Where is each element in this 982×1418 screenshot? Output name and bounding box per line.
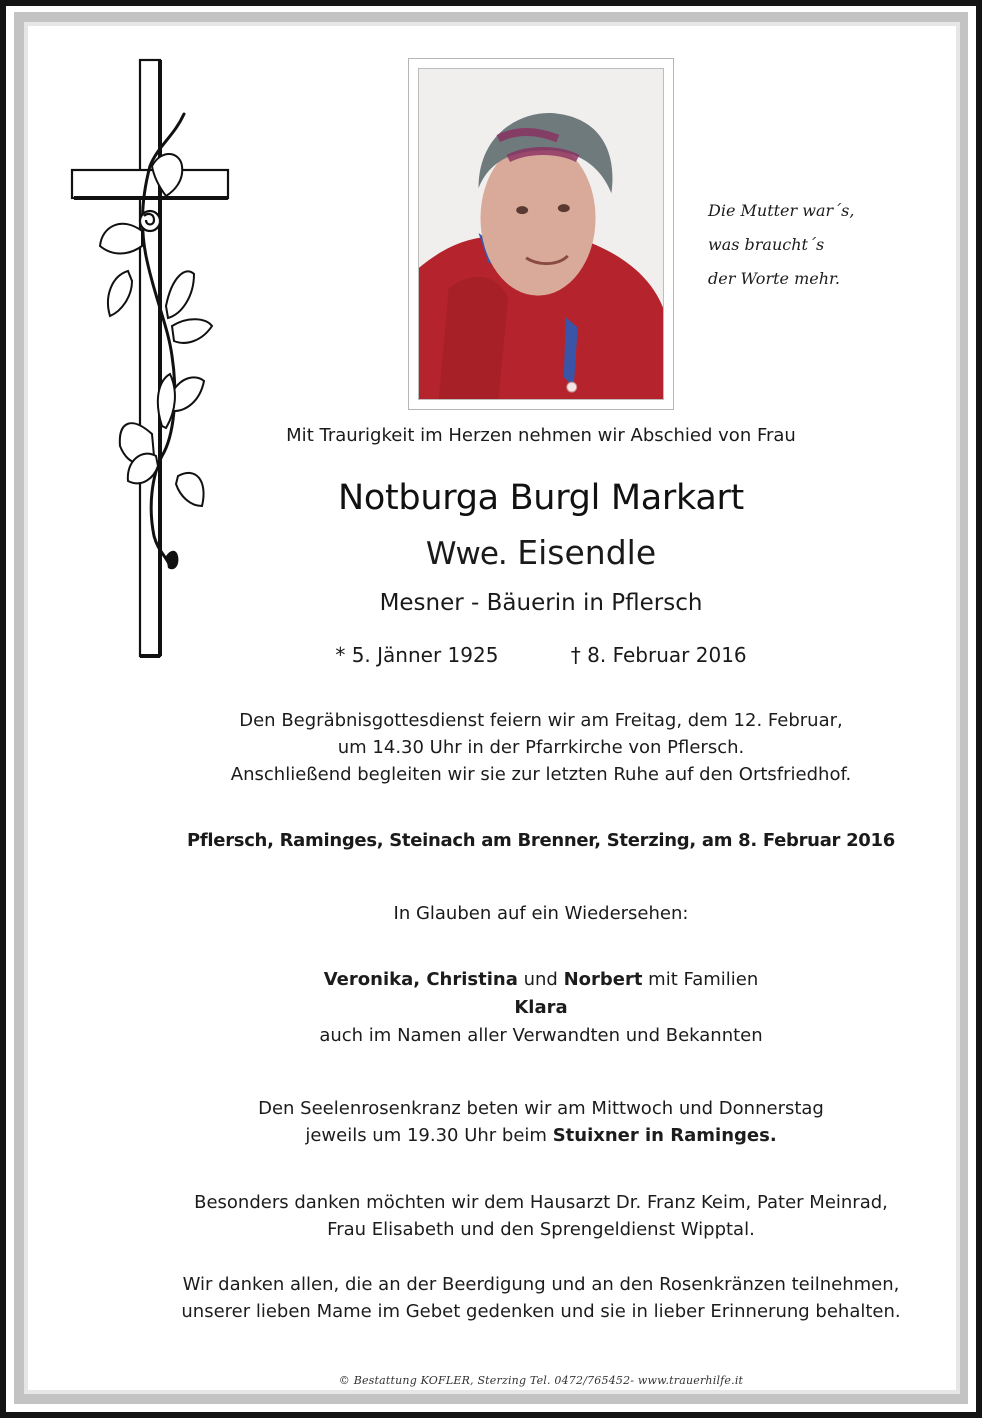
- intro-text: Mit Traurigkeit im Herzen nehmen wir Abschied von Frau: [286, 425, 796, 446]
- quote: [708, 194, 908, 296]
- quote-line: der Worte mehr.: [708, 269, 840, 288]
- place-date: Pflersch, Raminges, Steinach am Brenner, Sterzing, am 8. Februar 2016: [187, 830, 895, 851]
- role-text: Mesner - Bäuerin in Pflersch: [379, 590, 703, 616]
- life-dates: [60, 643, 982, 667]
- widow-prefix: Wwe.: [425, 536, 507, 572]
- general-thanks: [60, 1271, 982, 1325]
- thanks-line: unserer lieben Mame im Gebet gedenken und sie in lieber Erinnerung behalten.: [181, 1301, 901, 1322]
- rosary-location: Stuixner in Raminges.: [552, 1125, 777, 1146]
- rosary-time: jeweils um 19.30 Uhr beim: [305, 1125, 553, 1146]
- thanks-line: Frau Elisabeth und den Sprengeldienst Wipptal.: [327, 1219, 755, 1240]
- portrait-photo-frame: [408, 58, 674, 410]
- funeral-info: [60, 707, 982, 788]
- portrait-photo: [418, 68, 664, 400]
- widow-surname: Eisendle: [517, 533, 657, 572]
- rosary-line: Den Seelenrosenkranz beten wir am Mittwoch und Donnerstag: [258, 1098, 824, 1119]
- family-name: Veronika: [323, 969, 414, 990]
- thanks-line: Besonders danken möchten wir dem Hausarzt Dr. Franz Keim, Pater Meinrad,: [194, 1192, 888, 1213]
- rosary-line: [60, 1122, 982, 1149]
- family-suffix: mit Familien: [642, 969, 759, 990]
- family-sep: ,: [413, 969, 427, 990]
- quote-line: was braucht´s: [708, 235, 825, 254]
- family-line: [60, 994, 982, 1022]
- family-name: Norbert: [563, 969, 643, 990]
- funeral-line: um 14.30 Uhr in der Pfarrkirche von Pflersch.: [337, 737, 745, 758]
- widow-line: [60, 533, 982, 572]
- family-and: und: [517, 969, 564, 990]
- rosary-info: [60, 1095, 982, 1149]
- faith-text: In Glauben auf ein Wiedersehen:: [393, 903, 689, 924]
- birth-date: * 5. Jänner 1925: [335, 643, 499, 667]
- footer-credit: © Bestattung KOFLER, Sterzing Tel. 0472/765452- www.trauerhilfe.it: [338, 1374, 744, 1387]
- special-thanks: [60, 1189, 982, 1243]
- funeral-line: Anschließend begleiten wir sie zur letzten Ruhe auf den Ortsfriedhof.: [230, 764, 852, 785]
- funeral-line: Den Begräbnisgottesdienst feiern wir am Freitag, dem 12. Februar,: [239, 710, 843, 731]
- family-name: Klara: [514, 997, 568, 1018]
- family-line: [60, 966, 982, 994]
- death-date: † 8. Februar 2016: [570, 643, 747, 667]
- quote-line: Die Mutter war´s,: [708, 201, 855, 220]
- family-also: auch im Namen aller Verwandten und Bekannten: [319, 1025, 763, 1046]
- family-name: Christina: [426, 969, 518, 990]
- family-list: [60, 966, 982, 1050]
- thanks-line: Wir danken allen, die an der Beerdigung und an den Rosenkränzen teilnehmen,: [182, 1274, 900, 1295]
- deceased-name: Notburga Burgl Markart: [338, 478, 744, 518]
